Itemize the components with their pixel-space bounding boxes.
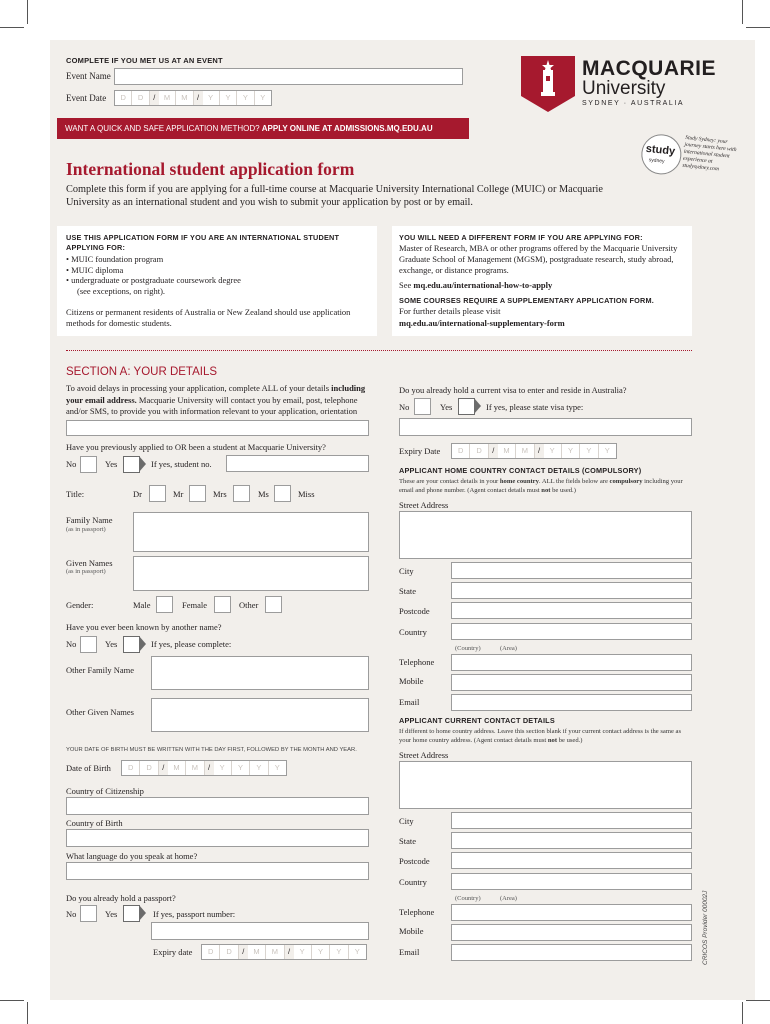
study-stamp-text: Study Sydney: your journey starts here with international student experience at studysydney.com	[681, 134, 737, 173]
left-info-heading: USE THIS APPLICATION FORM IF YOU ARE AN INTERNATIONAL STUDENT APPLYING FOR:	[66, 233, 340, 252]
home-email-label: Email	[399, 697, 420, 707]
current-city-input[interactable]	[451, 812, 692, 829]
prev-applied-yes-checkbox[interactable]	[123, 456, 149, 473]
visa-expiry-input[interactable]: D D / M M / Y Y Y Y	[451, 443, 617, 459]
event-heading: COMPLETE IF YOU MET US AT AN EVENT	[66, 56, 223, 65]
home-city-label: City	[399, 566, 414, 576]
title-dr-label: Dr	[133, 489, 142, 499]
given-names-hint: (as in passport)	[66, 568, 106, 575]
cricos-code: CRICOS Provider 00002J	[702, 890, 709, 965]
current-phone-area-hint: (Area)	[500, 895, 517, 902]
known-other-no-checkbox[interactable]	[80, 636, 97, 653]
home-telephone-input[interactable]	[451, 654, 692, 671]
study-badge: study	[645, 142, 676, 158]
title-mrs-label: Mrs	[213, 489, 227, 499]
right-info-further: For further details please visit	[399, 306, 501, 316]
visa-type-input[interactable]	[399, 418, 692, 436]
list-item: • MUIC diploma	[66, 264, 124, 275]
visa-no-checkbox[interactable]	[414, 398, 431, 415]
known-other-yes-label: Yes	[105, 639, 118, 649]
apply-online-link[interactable]: APPLY ONLINE AT ADMISSIONS.MQ.EDU.AU	[261, 124, 433, 133]
left-info-note: Citizens or permanent residents of Australia or New Zealand should use application methods for domestic students.	[66, 307, 351, 328]
home-postcode-input[interactable]	[451, 602, 692, 619]
crop-mark	[746, 1000, 770, 1001]
given-names-input[interactable]	[133, 556, 369, 591]
title-label: Title:	[66, 489, 85, 499]
visa-label: Do you already hold a current visa to enter and reside in Australia?	[399, 385, 627, 395]
current-phone-country-hint: (Country)	[455, 895, 481, 902]
visa-no-label: No	[399, 402, 410, 412]
dob-input[interactable]: D D / M M / Y Y Y Y	[121, 760, 287, 776]
passport-label: Do you already hold a passport?	[66, 893, 176, 903]
passport-yes-checkbox[interactable]	[123, 905, 149, 922]
citizenship-label: Country of Citizenship	[66, 786, 144, 796]
right-info-text: Master of Research, MBA or other programs offered by the Macquarie University Graduate School of Management (MGSM), postgraduate research, study abroad, exchange, or distance programs.	[399, 243, 678, 275]
family-name-hint: (as in passport)	[66, 526, 106, 533]
crop-mark	[27, 1002, 28, 1024]
section-a-title: SECTION A: YOUR DETAILS	[66, 366, 218, 378]
prev-applied-no-checkbox[interactable]	[80, 456, 97, 473]
passport-number-label: If yes, passport number:	[153, 909, 236, 919]
known-other-yes-checkbox[interactable]	[123, 636, 149, 653]
home-email-input[interactable]	[451, 694, 692, 711]
title-dr-checkbox[interactable]	[149, 485, 166, 502]
language-label: What language do you speak at home?	[66, 851, 198, 861]
known-other-no-label: No	[66, 639, 77, 649]
crop-mark	[0, 27, 24, 28]
visa-expiry-label: Expiry Date	[399, 446, 441, 456]
event-name-input[interactable]	[114, 68, 463, 85]
current-state-label: State	[399, 836, 416, 846]
apply-online-banner[interactable]: WANT A QUICK AND SAFE APPLICATION METHOD? APPLY ONLINE AT ADMISSIONS.MQ.EDU.AU	[57, 118, 469, 139]
intro-text: Complete this form if you are applying for a full-time course at Macquarie University International College (MUIC) or Macquarie University as an international student and you wish to submit your application by post or by email.	[66, 184, 603, 208]
current-street-label: Street Address	[399, 750, 449, 760]
visa-type-label: If yes, please state visa type:	[486, 402, 584, 412]
right-info-heading: YOU WILL NEED A DIFFERENT FORM IF YOU ARE APPLYING FOR:	[399, 233, 643, 242]
birth-country-label: Country of Birth	[66, 818, 123, 828]
home-mobile-input[interactable]	[451, 674, 692, 691]
crop-mark	[27, 0, 28, 24]
passport-yes-label: Yes	[105, 909, 118, 919]
home-country-label: Country	[399, 627, 427, 637]
how-to-apply-link[interactable]: mq.edu.au/international-how-to-apply	[413, 280, 553, 290]
home-city-input[interactable]	[451, 562, 692, 579]
dob-label: Date of Birth	[66, 763, 111, 773]
student-no-label: If yes, student no.	[151, 459, 212, 469]
passport-no-label: No	[66, 909, 77, 919]
other-family-name-input[interactable]	[151, 656, 369, 690]
section-divider	[66, 350, 692, 351]
passport-expiry-input[interactable]: D D / M M / Y Y Y Y	[201, 944, 367, 960]
current-telephone-input[interactable]	[451, 904, 692, 921]
logo-tagline: SYDNEY · AUSTRALIA	[582, 100, 685, 107]
right-info-see: See mq.edu.au/international-how-to-apply	[399, 280, 553, 290]
event-name-label: Event Name	[66, 71, 111, 81]
prev-applied-yes-label: Yes	[105, 459, 118, 469]
home-postcode-label: Postcode	[399, 606, 430, 616]
gender-male-checkbox[interactable]	[156, 596, 173, 613]
home-street-label: Street Address	[399, 500, 449, 510]
gender-other-checkbox[interactable]	[265, 596, 282, 613]
list-item: • undergraduate or postgraduate coursework degree	[66, 275, 241, 285]
supplementary-form-link[interactable]: mq.edu.au/international-supplementary-form	[399, 318, 565, 328]
current-contact-note: If different to home country address. Leave this section blank if your current contact address is the same as your home country address. (Agent contact details must not be used.)	[399, 728, 682, 744]
right-info-heading2: SOME COURSES REQUIRE A SUPPLEMENTARY APPLICATION FORM.	[399, 296, 654, 305]
current-country-label: Country	[399, 877, 427, 887]
crop-mark	[742, 0, 743, 24]
current-postcode-label: Postcode	[399, 856, 430, 866]
known-other-label: Have you ever been known by another name?	[66, 622, 222, 632]
birth-country-input[interactable]	[66, 829, 369, 847]
other-given-names-input[interactable]	[151, 698, 369, 732]
title-miss-label: Miss	[298, 489, 315, 499]
passport-number-input[interactable]	[151, 922, 369, 940]
current-email-input[interactable]	[451, 944, 692, 961]
list-item: (see exceptions, on right).	[77, 285, 166, 296]
gender-label: Gender:	[66, 600, 94, 610]
student-no-input[interactable]	[226, 455, 369, 472]
left-info-list	[66, 254, 241, 296]
current-state-input[interactable]	[451, 832, 692, 849]
section-a-line-field[interactable]	[66, 420, 369, 436]
language-input[interactable]	[66, 862, 369, 880]
home-mobile-label: Mobile	[399, 676, 424, 686]
gender-other-label: Other	[239, 600, 259, 610]
title-ms-checkbox[interactable]	[274, 485, 291, 502]
prev-applied-label: Have you previously applied to OR been a student at Macquarie University?	[66, 442, 326, 452]
current-postcode-input[interactable]	[451, 852, 692, 869]
logo-name-line1: MACQUARIE	[582, 57, 716, 80]
current-city-label: City	[399, 816, 414, 826]
title-mrs-checkbox[interactable]	[233, 485, 250, 502]
visa-yes-checkbox[interactable]	[458, 398, 484, 415]
logo-name-line2: University	[582, 78, 666, 99]
event-date-input[interactable]: D D / M M / Y Y Y Y	[114, 90, 272, 106]
given-names-label: Given Names	[66, 558, 113, 568]
home-state-input[interactable]	[451, 582, 692, 599]
gender-female-label: Female	[182, 600, 208, 610]
visa-yes-label: Yes	[440, 402, 453, 412]
home-street-input[interactable]	[399, 511, 692, 559]
current-country-input[interactable]	[451, 873, 692, 890]
event-date-label: Event Date	[66, 93, 107, 103]
home-telephone-label: Telephone	[399, 657, 435, 667]
current-contact-heading: APPLICANT CURRENT CONTACT DETAILS	[399, 716, 555, 725]
prev-applied-no-label: No	[66, 459, 77, 469]
home-contact-heading: APPLICANT HOME COUNTRY CONTACT DETAILS (COMPULSORY)	[399, 466, 642, 475]
home-phone-area-hint: (Area)	[500, 645, 517, 652]
family-name-input[interactable]	[133, 512, 369, 552]
title-ms-label: Ms	[258, 489, 269, 499]
page-title: International student application form	[66, 159, 355, 179]
if-yes-complete-label: If yes, please complete:	[151, 639, 232, 649]
section-a-intro: To avoid delays in processing your application, complete ALL of your details including your email address. Macquarie University will contact you by email, post, telephone and/or SMS, to provide you with information relevant to your application, orientation	[66, 383, 366, 416]
title-mr-checkbox[interactable]	[189, 485, 206, 502]
current-mobile-label: Mobile	[399, 926, 424, 936]
home-country-input[interactable]	[451, 623, 692, 640]
crop-mark	[746, 27, 770, 28]
university-crest	[521, 56, 575, 112]
home-contact-note: These are your contact details in your home country. ALL the fields below are compulsory including your email and phone number. (Agent contact details must not be used.)	[399, 478, 683, 494]
dob-note: YOUR DATE OF BIRTH MUST BE WRITTEN WITH THE DAY FIRST, FOLLOWED BY THE MONTH AND YEAR.	[66, 747, 357, 753]
passport-expiry-label: Expiry date	[153, 947, 193, 957]
current-street-input[interactable]	[399, 761, 692, 809]
other-given-names-label: Other Given Names	[66, 707, 134, 717]
passport-no-checkbox[interactable]	[80, 905, 97, 922]
study-badge-sub: sydney	[648, 157, 665, 165]
home-state-label: State	[399, 586, 416, 596]
list-item: • MUIC foundation program	[66, 254, 164, 264]
current-telephone-label: Telephone	[399, 907, 435, 917]
gender-female-checkbox[interactable]	[214, 596, 231, 613]
crop-mark	[0, 1000, 24, 1001]
family-name-label: Family Name	[66, 515, 113, 525]
gender-male-label: Male	[133, 600, 151, 610]
current-email-label: Email	[399, 947, 420, 957]
current-mobile-input[interactable]	[451, 924, 692, 941]
citizenship-input[interactable]	[66, 797, 369, 815]
other-family-name-label: Other Family Name	[66, 665, 134, 675]
crop-mark	[742, 1002, 743, 1024]
title-mr-label: Mr	[173, 489, 184, 499]
home-phone-country-hint: (Country)	[455, 645, 481, 652]
